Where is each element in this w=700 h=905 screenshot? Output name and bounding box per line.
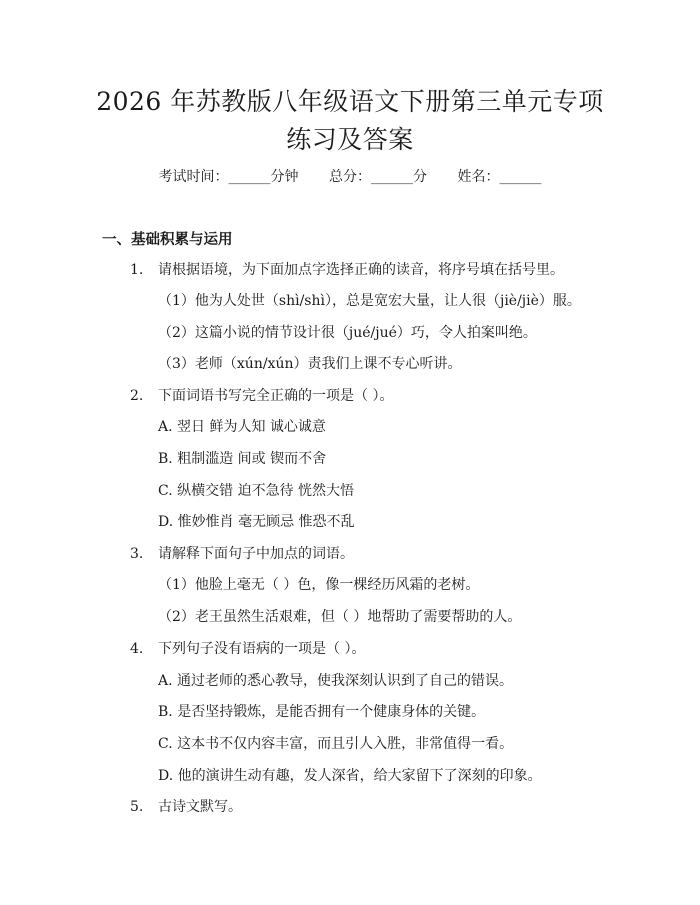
question-text: 请根据语境，为下面加点字选择正确的读音，将序号填在括号里。 — [158, 262, 564, 278]
question-4-option-b: B. 是否坚持锻炼，是能否拥有一个健康身体的关键。 — [158, 704, 486, 720]
question-4-option-d: D. 他的演讲生动有趣，发人深省，给大家留下了深刻的印象。 — [158, 768, 542, 784]
section-heading: 一、基础积累与运用 — [102, 232, 233, 248]
question-4-option-a: A. 通过老师的悉心教导，使我深刻认识到了自己的错误。 — [158, 673, 514, 689]
exam-time-field — [159, 169, 299, 185]
question-3-item-2: （2）老王虽然生活艰难，但（ ）地帮助了需要帮助的人。 — [158, 609, 522, 625]
question-1-item-3: （3）老师（xún/xún）责我们上课不专心听讲。 — [158, 356, 462, 372]
student-name-field — [457, 169, 541, 185]
document-title-line-2: 练习及答案 — [286, 125, 414, 154]
exam-time-blank: ______ — [228, 169, 271, 185]
question-3-item-1: （1）他脸上毫无（ ）色，像一棵经历风霜的老树。 — [158, 577, 480, 593]
question-number: 2. — [130, 388, 144, 404]
question-text: 下面词语书写完全正确的一项是（ ）。 — [158, 388, 394, 404]
total-score-label: 总分： — [329, 169, 371, 185]
question-number: 1. — [130, 262, 144, 278]
exam-time-label: 考试时间： — [158, 169, 229, 185]
question-2-option-d: D. 惟妙惟肖 毫无顾忌 惟恐不乱 — [158, 514, 355, 530]
question-text: 下列句子没有语病的一项是（ ）。 — [158, 641, 366, 657]
student-name-blank: ______ — [499, 169, 542, 185]
question-2-option-b: B. 粗制滥造 间或 锲而不舍 — [158, 451, 327, 467]
question-2-option-c: C. 纵横交错 迫不急待 恍然大悟 — [158, 483, 355, 499]
question-text: 请解释下面句子中加点的词语。 — [158, 546, 354, 562]
total-score-field — [329, 169, 427, 185]
question-2-option-a: A. 翌日 鲜为人知 诚心诚意 — [158, 419, 326, 435]
student-name-label: 姓名： — [457, 169, 500, 185]
question-1-item-1: （1）他为人处世（shì/shì），总是宽宏大量，让人很（jiè/jiè）服。 — [158, 293, 581, 309]
question-number: 3. — [130, 546, 144, 562]
question-number: 4. — [130, 641, 144, 657]
total-score-blank: ______ — [371, 169, 413, 185]
document-title-line-1: 2026 年苏教版八年级语文下册第三单元专项 — [96, 87, 604, 116]
question-text: 古诗文默写。 — [158, 799, 242, 815]
total-score-unit: 分 — [413, 169, 427, 185]
exam-info-bar — [0, 166, 700, 188]
exam-time-unit: 分钟 — [270, 169, 299, 185]
question-4-option-c: C. 这本书不仅内容丰富，而且引人入胜，非常值得一看。 — [158, 736, 514, 752]
question-number: 5. — [130, 799, 144, 815]
question-1-item-2: （2）这篇小说的情节设计很（jué/jué）巧，令人拍案叫绝。 — [158, 325, 537, 341]
